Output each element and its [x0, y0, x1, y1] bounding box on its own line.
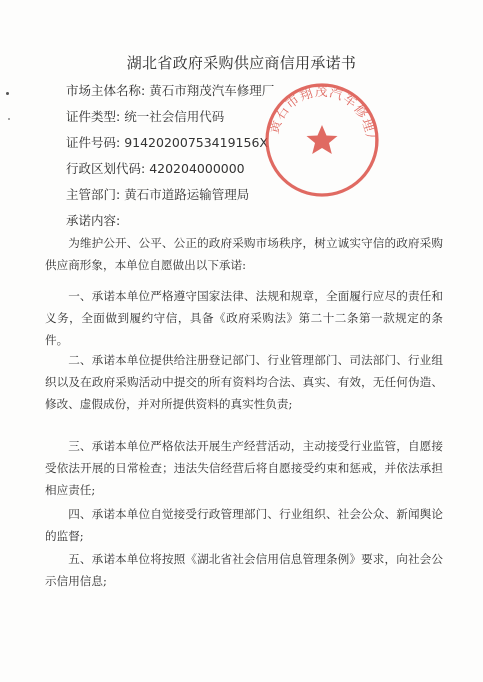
seal-text: 黄石市翔茂汽车修理厂	[267, 84, 378, 148]
field-label: 证件类型:	[66, 109, 121, 124]
field-certificate-number	[66, 133, 268, 151]
paragraph-commitment-3: 三、承诺本单位严格依法开展生产经营活动，主动接受行业监管，自愿接受依法开展的日常检查；违法失信经营后将自愿接受约束和惩戒，并依法承担相应责任;	[45, 439, 443, 497]
field-label: 行政区划代码:	[66, 161, 146, 176]
field-commitment-heading	[66, 211, 120, 229]
scan-speck	[8, 118, 10, 120]
field-value: 统一社会信用代码	[124, 109, 225, 124]
field-label: 市场主体名称:	[66, 83, 146, 98]
field-entity-name	[66, 81, 274, 99]
field-value: 91420200753419156X	[124, 135, 268, 150]
scan-speck	[6, 92, 9, 95]
field-label: 主管部门:	[66, 187, 121, 202]
paragraph-commitment-5: 五、承诺本单位将按照《湖北省社会信用信息管理条例》要求，向社会公示信用信息;	[45, 552, 443, 588]
field-value: 黄石市道路运输管理局	[124, 187, 250, 202]
official-seal-stamp	[263, 81, 381, 199]
field-value: 420204000000	[149, 161, 245, 176]
paragraph-commitment-4: 四、承诺本单位自觉接受行政管理部门、行业组织、社会公众、新闻舆论的监督;	[45, 507, 443, 543]
field-region-code	[66, 159, 245, 177]
field-label: 证件号码:	[66, 135, 121, 150]
field-certificate-type	[66, 107, 224, 125]
field-authority	[66, 185, 249, 203]
paragraph-intro: 为维护公开、公平、公正的政府采购市场秩序，树立诚实守信的政府采购供应商形象，本单位自愿做出以下承诺:	[45, 236, 443, 272]
field-value: 黄石市翔茂汽车修理厂	[149, 83, 275, 98]
document-title: 湖北省政府采购供应商信用承诺书	[126, 54, 357, 72]
seal-star-icon	[307, 125, 338, 154]
paragraph-commitment-2: 二、承诺本单位提供给注册登记部门、行业管理部门、司法部门、行业组织以及在政府采购活动中提交的所有资料均合法、真实、有效，无任何伪造、修改、虚假成份，并对所提供资料的真实性负责;	[45, 353, 443, 411]
field-label: 承诺内容:	[66, 213, 121, 228]
paragraph-commitment-1: 一、承诺本单位严格遵守国家法律、法规和规章，全面履行应尽的责任和义务，全面做到履约守信，具备《政府采购法》第二十二条第一款规定的条件。	[45, 289, 443, 347]
